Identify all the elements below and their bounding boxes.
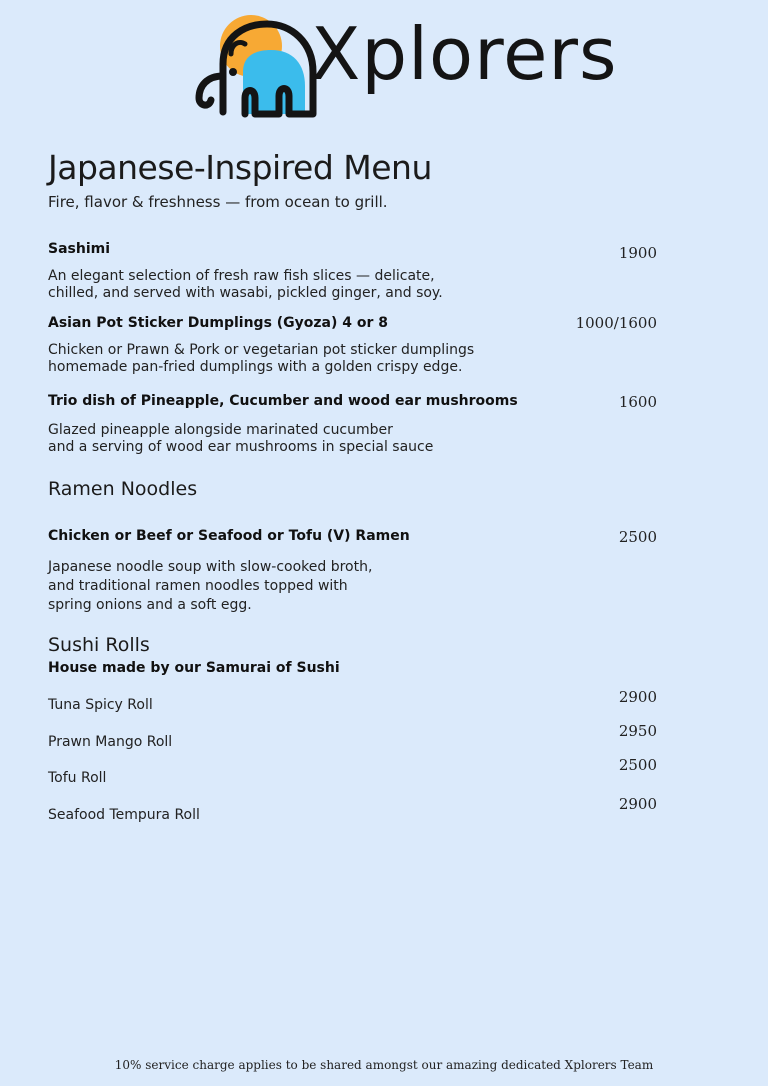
- menu-item-name: Chicken or Beef or Seafood or Tofu (V) Ramen: [48, 528, 410, 544]
- section-heading-ramen: Ramen Noodles: [48, 478, 198, 500]
- brand-name: Xplorers: [311, 12, 618, 96]
- brand-logo: [193, 12, 618, 134]
- section-heading-sushi: Sushi Rolls: [48, 634, 150, 656]
- sushi-roll-price: 2950: [618, 722, 657, 740]
- menu-item-name: Asian Pot Sticker Dumplings (Gyoza) 4 or 8: [48, 315, 389, 331]
- sushi-roll-name: Seafood Tempura Roll: [48, 807, 200, 823]
- elephant-logo-icon: [193, 14, 323, 124]
- menu-subtitle: Fire, flavor & freshness — from ocean to grill.: [48, 193, 388, 211]
- menu-item-description: Chicken or Prawn & Pork or vegetarian pot sticker dumplings homemade pan-fried dumplings with a golden crispy edge.: [48, 342, 475, 375]
- menu-item-description: Japanese noodle soup with slow-cooked broth, and traditional ramen noodles topped with spring onions and a soft egg.: [48, 559, 373, 613]
- sushi-roll-name: Tofu Roll: [48, 770, 107, 786]
- menu-item-price: 1600: [618, 393, 657, 411]
- service-charge-note: 10% service charge applies to be shared amongst our amazing dedicated Xplorers Team: [114, 1058, 654, 1072]
- sushi-roll-price: 2900: [618, 795, 657, 813]
- menu-item-price: 2500: [618, 528, 657, 546]
- menu-item-name: Sashimi: [48, 241, 111, 257]
- sushi-roll-name: Prawn Mango Roll: [48, 734, 173, 750]
- sushi-roll-price: 2900: [618, 688, 657, 706]
- sushi-roll-name: Tuna Spicy Roll: [48, 697, 153, 713]
- menu-item-description: An elegant selection of fresh raw fish slices — delicate, chilled, and served with wasabi, pickled ginger, and soy.: [48, 268, 443, 301]
- menu-title: Japanese-Inspired Menu: [48, 148, 432, 187]
- sushi-roll-price: 2500: [618, 756, 657, 774]
- menu-item-description: Glazed pineapple alongside marinated cucumber and a serving of wood ear mushrooms in special sauce: [48, 422, 434, 455]
- menu-item-price: 1000/1600: [575, 314, 657, 332]
- menu-item-price: 1900: [618, 244, 657, 262]
- menu-item-name: Trio dish of Pineapple, Cucumber and wood ear mushrooms: [48, 393, 518, 409]
- section-subheading: House made by our Samurai of Sushi: [48, 660, 340, 676]
